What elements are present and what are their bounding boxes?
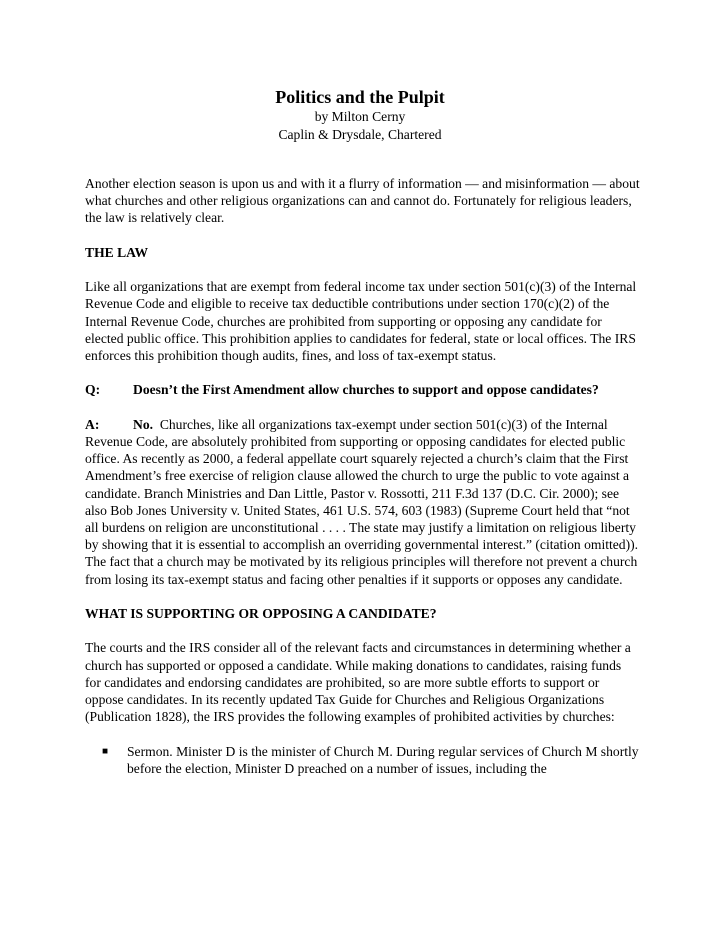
section-heading-law: THE LAW (85, 244, 149, 260)
list-item (85, 743, 640, 777)
question-text: Doesn’t the First Amendment allow churches to support and oppose candidates? (133, 382, 599, 398)
question-label: Q: (85, 382, 101, 398)
section-heading-support: WHAT IS SUPPORTING OR OPPOSING A CANDIDATE? (85, 606, 437, 621)
intro-paragraph: Another election season is upon us and with it a flurry of information — and misinformation — about what churches and other religious organizations can and cannot do. Fortunately for religious leaders, the law is relatively clear. (85, 176, 640, 226)
support-paragraph: The courts and the IRS consider all of the relevant facts and circumstances in determining whether a church has supported or opposed a candidate. While making donations to candidates, raising funds for candidates and endorsing candidates are prohibited, so are more subtle efforts to support or oppose candidates. In its recently updated Tax Guide for Churches and Religious Organizations (Publication 1828), the IRS provides the following examples of prohibited activities by churches: (85, 640, 631, 725)
answer-label: A: (85, 416, 100, 432)
document-body (85, 175, 640, 777)
examples-list (85, 743, 640, 777)
question-paragraph (85, 381, 640, 398)
law-paragraph: Like all organizations that are exempt from federal income tax under section 501(c)(3) of the Internal Revenue Code and eligible to receive tax deductible contributions under section 170(c)(2) of the Internal Revenue Code, churches are prohibited from supporting or opposing any candidate for elected public office. This prohibition applies to candidates for federal, state or local offices. The IRS enforces this prohibition though audits, fines, and loss of tax-exempt status. (85, 279, 637, 363)
answer-lead: No. (133, 416, 154, 432)
list-item-text: Sermon. Minister D is the minister of Church M. During regular services of Church M shortly before the election, Minister D preached on a number of issues, including the (127, 743, 639, 776)
author-line: by Milton Cerny (314, 109, 406, 124)
square-bullet-icon: ■ (102, 745, 109, 757)
document-title: Politics and the Pulpit (275, 87, 445, 107)
document-header (0, 0, 720, 144)
answer-paragraph (85, 416, 640, 588)
firm-line: Caplin & Drysdale, Chartered (278, 127, 442, 142)
answer-text: Churches, like all organizations tax-exempt under section 501(c)(3) of the Internal Revenue Code, are absolutely prohibited from supporting or opposing candidates for elected public office. As recently as 2000, a federal appellate court squarely rejected a church’s claim that the First Amendment’s free exercise of religion clause allowed the church to urge the public to vote against a candidate. Branch Ministries and Dan Little, Pastor v. Rossotti, 211 F.3d 137 (D.C. Cir. 2000); see also Bob Jones University v. United States, 461 U.S. 574, 603 (1983) (Supreme Court held that “not all burdens on religion are unconstitutional . . . . The state may justify a limitation on religious liberty by showing that it is essential to accomplish an overriding governmental interest.” (citation omitted)). The fact that a church may be motivated by its religious principles will therefore not prevent a church from losing its tax-exempt status and facing other penalties if it supports or opposes any candidate. (85, 416, 639, 587)
